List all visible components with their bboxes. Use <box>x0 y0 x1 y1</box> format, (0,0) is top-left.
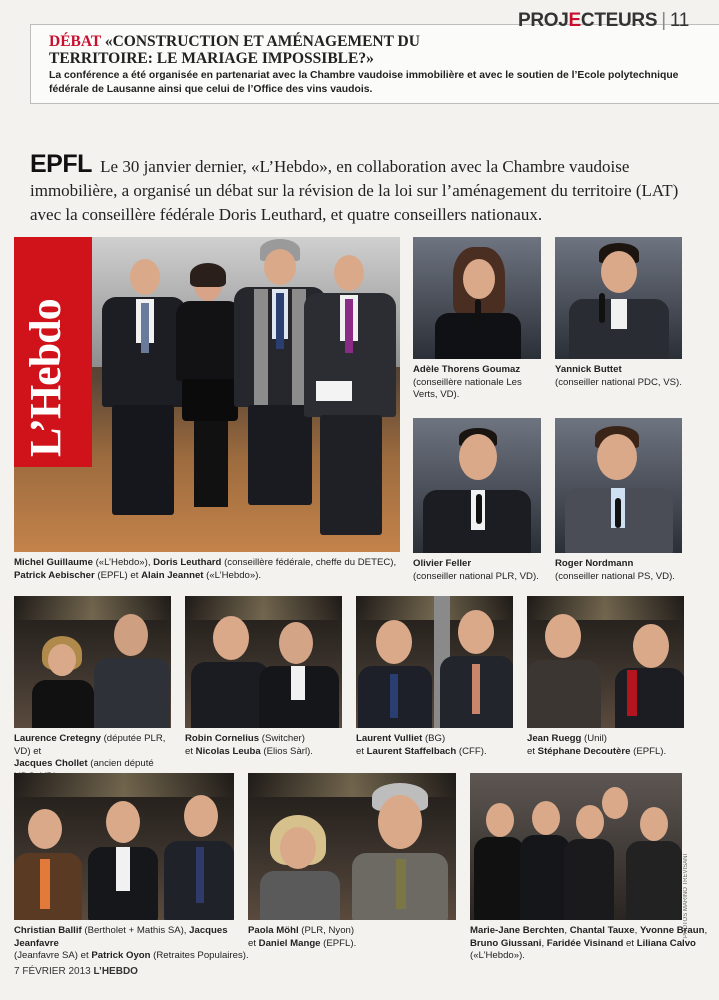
event-photo <box>185 596 342 728</box>
caption-name: Christian Ballif <box>14 925 82 936</box>
event-caption <box>356 733 521 758</box>
portrait-caption <box>413 558 543 583</box>
caption-name: Chantal Tauxe <box>569 925 635 936</box>
event-caption <box>527 733 692 758</box>
hebdo-banner-text: L’Hebdo <box>21 299 70 457</box>
caption-role: (Bertholet + Mathis SA), <box>81 925 190 936</box>
caption-connector: et <box>527 745 538 757</box>
portrait-photo <box>555 418 682 553</box>
portrait-caption <box>555 558 685 583</box>
debate-title <box>49 33 489 67</box>
caption-name: Paola Möhl <box>248 925 299 936</box>
footer-magazine: L’HEBDO <box>93 966 138 977</box>
caption-name: Jacques Jeanfavre <box>14 925 228 949</box>
event-caption <box>470 925 710 963</box>
caption-role: (Jeanfavre SA) et <box>14 950 92 961</box>
portrait-caption <box>555 364 685 389</box>
caption-name: Michel Guillaume <box>14 557 93 568</box>
rubric-part-2: CTEURS <box>580 10 658 31</box>
photo-credit: PHOTOS MARINO TREVISANI <box>683 853 689 938</box>
caption-role: (EPFL). <box>320 937 357 949</box>
caption-role: («L’Hebdo»), <box>92 557 154 568</box>
caption-role: (EPFL) et <box>94 569 142 581</box>
caption-name: Alain Jeannet <box>141 569 204 581</box>
rubric-divider: | <box>661 10 666 31</box>
portrait-photo <box>413 418 541 553</box>
caption-role: (BG) <box>422 733 446 744</box>
intro-paragraph <box>30 152 690 227</box>
caption-role: («L’Hebdo»). <box>470 950 525 961</box>
caption-role: (conseiller national PDC, VS). <box>555 376 682 388</box>
event-photo <box>356 596 513 728</box>
intro-lead: EPFL <box>30 150 92 178</box>
event-photo <box>14 596 171 728</box>
caption-name: Roger Nordmann <box>555 558 634 569</box>
caption-name: Patrick Oyon <box>91 950 151 961</box>
caption-role: (Retraites Populaires). <box>150 950 249 961</box>
caption-role: (EPFL). <box>630 745 667 757</box>
main-photo-caption <box>14 557 404 582</box>
intro-text: Le 30 janvier dernier, «L’Hebdo», en collaboration avec la Chambre vaudoise immobilière, a organisé un débat sur la révision de la loi sur l’aménagement du territoire (LAT) avec la conseillère fédérale Doris Leuthard, et quatre conseillers nationaux. <box>30 157 679 224</box>
caption-role: , <box>541 937 547 949</box>
event-photo <box>527 596 684 728</box>
event-caption <box>185 733 350 758</box>
caption-role: (ancien député <box>90 758 154 769</box>
portrait-caption <box>413 364 543 402</box>
portrait-photo <box>413 237 541 359</box>
caption-name: Jacques Chollet <box>14 758 88 769</box>
caption-name: Faridée Visinand <box>546 937 624 949</box>
rubric-accent: E <box>568 10 581 31</box>
footer-date: 7 FÉVRIER 2013 <box>14 966 91 977</box>
caption-role: (PLR, Nyon) <box>298 925 355 936</box>
debate-title-text: «CONSTRUCTION ET AMÉNAGEMENT DU TERRITOIRE: LE MARIAGE IMPOSSIBLE?» <box>49 33 420 67</box>
caption-name: Liliana Calvo <box>636 937 696 949</box>
caption-name: Patrick Aebischer <box>14 569 95 581</box>
caption-role: (Elios Sàrl). <box>260 745 313 757</box>
caption-role: , <box>634 925 640 936</box>
caption-name: Doris Leuthard <box>153 557 222 568</box>
page-number: 11 <box>669 10 689 31</box>
caption-connector: et <box>356 745 367 757</box>
caption-role: (conseillère fédérale, cheffe du DETEC), <box>221 557 397 568</box>
caption-role: (Switcher) <box>259 733 305 744</box>
caption-role: , <box>564 925 570 936</box>
event-photo <box>470 773 682 920</box>
caption-connector: et <box>248 937 259 949</box>
caption-name: Yvonne Braun <box>639 925 705 936</box>
caption-name: Olivier Feller <box>413 558 472 569</box>
caption-role: et <box>623 937 637 949</box>
main-group-photo <box>14 237 400 552</box>
caption-name: Bruno Giussani <box>470 937 542 949</box>
rubric-part-1: PROJ <box>517 10 569 31</box>
caption-role: (conseiller national PS, VD). <box>555 570 675 582</box>
caption-name: Robin Cornelius <box>185 733 260 744</box>
caption-name: Laurent Staffelbach <box>366 745 457 757</box>
caption-role: (CFF). <box>456 745 487 757</box>
caption-name: Laurence Cretegny <box>14 733 101 744</box>
caption-connector: et <box>185 745 196 757</box>
event-caption <box>14 925 249 963</box>
hebdo-banner <box>14 237 92 467</box>
caption-role: (députée PLR, VD) et <box>14 733 166 757</box>
debate-description: La conférence a été organisée en partenariat avec la Chambre vaudoise immobilière et avec le soutien de l’Ecole polytechnique fédérale de Lausanne ainsi que celui de l’Office des vins vaudois. <box>49 70 679 95</box>
caption-role: («L’Hebdo»). <box>203 569 262 581</box>
caption-role: , <box>704 925 708 936</box>
caption-role: (conseillère nationale Les Verts, VD). <box>413 376 522 400</box>
caption-role: (Unil) <box>581 733 607 744</box>
caption-name: Adèle Thorens Goumaz <box>413 364 521 375</box>
caption-name: Stéphane Decoutère <box>537 745 631 757</box>
caption-name: Yannick Buttet <box>555 364 622 375</box>
event-photo <box>14 773 234 920</box>
event-photo <box>248 773 456 920</box>
debate-tag: DÉBAT <box>49 33 101 50</box>
portrait-photo <box>555 237 682 359</box>
page-footer <box>14 966 138 977</box>
caption-role: (conseiller national PLR, VD). <box>413 570 539 582</box>
event-caption <box>248 925 458 950</box>
debate-header-box <box>30 24 719 104</box>
caption-name: Laurent Vulliet <box>356 733 423 744</box>
caption-name: Jean Ruegg <box>527 733 582 744</box>
section-rubric <box>518 10 689 32</box>
caption-name: Daniel Mange <box>258 937 321 949</box>
caption-name: Nicolas Leuba <box>195 745 261 757</box>
caption-name: Marie-Jane Berchten <box>470 925 565 936</box>
